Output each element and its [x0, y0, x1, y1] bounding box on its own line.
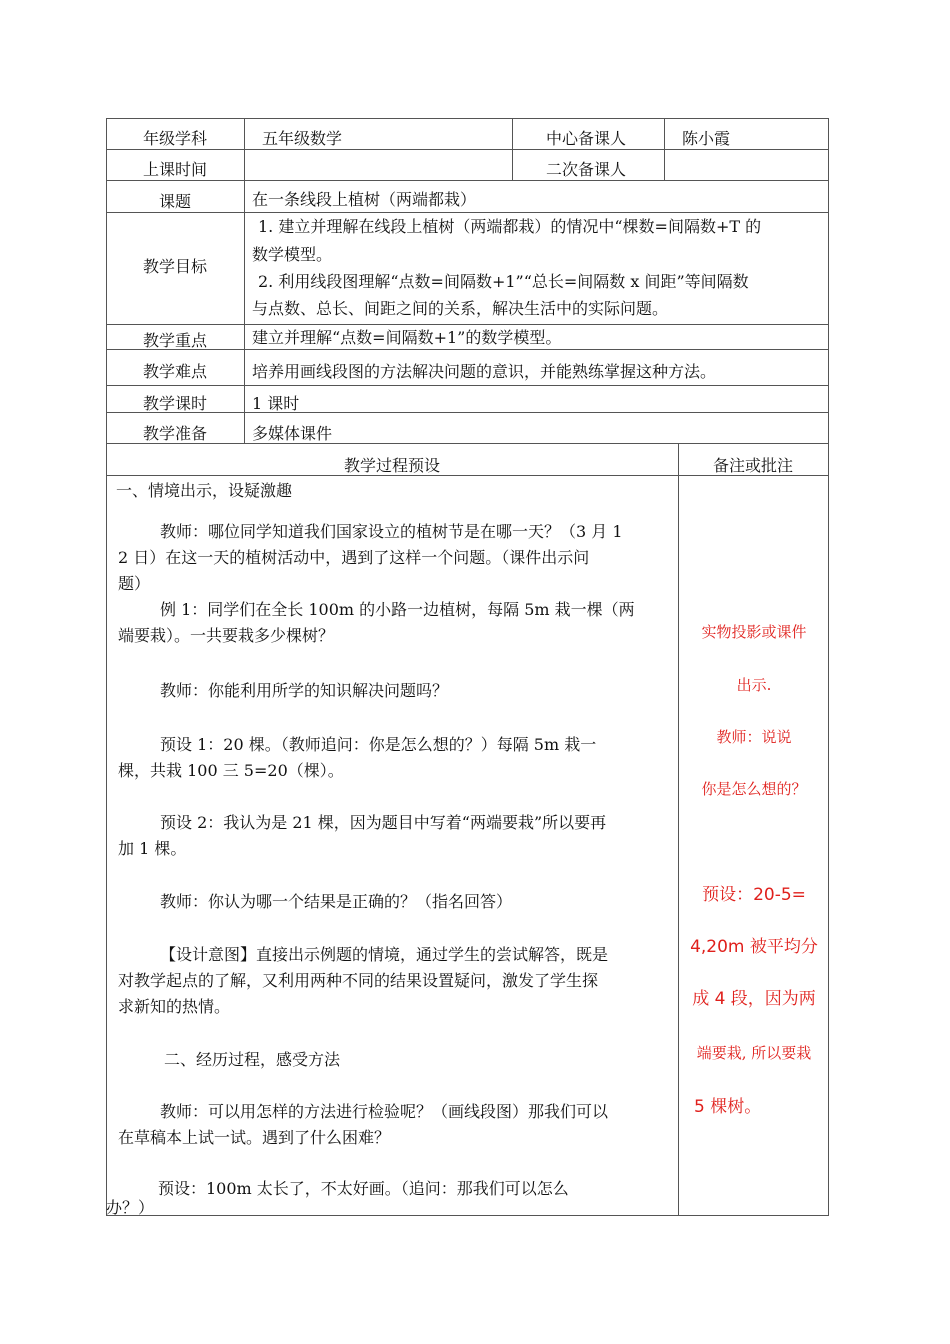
paragraph-line: 求新知的热情。 — [118, 997, 231, 1016]
goals-label: 教学目标 — [142, 257, 207, 276]
key-points-label: 教学重点 — [142, 331, 207, 350]
hours-value: 1 课时 — [252, 394, 300, 413]
table-rule — [664, 118, 665, 181]
table-rule — [106, 118, 829, 119]
annotation: 4,20m 被平均分 — [690, 937, 818, 957]
table-rule — [512, 118, 513, 181]
annotation: 实物投影或课件 — [701, 623, 807, 641]
prep-label: 教学准备 — [142, 424, 207, 443]
goals-line: 与点数、总长、间距之间的关系，解决生活中的实际问题。 — [252, 299, 669, 318]
table-rule — [106, 149, 829, 150]
section-heading: 一、情境出示，设疑激趣 — [116, 481, 293, 500]
prep-value: 多媒体课件 — [252, 424, 333, 443]
paragraph — [118, 732, 674, 784]
difficulty-value: 培养用画线段图的方法解决问题的意识，并能熟练掌握这种方法。 — [252, 362, 717, 381]
grade-subject-value: 五年级数学 — [262, 129, 343, 148]
paragraph-line: 教师：哪位同学知道我们国家设立的植树节是在哪一天？（3 月 1 — [160, 522, 623, 541]
goals-line: 1. 建立并理解在线段上植树（两端都栽）的情况中“棵数=间隔数+T 的 — [258, 217, 762, 236]
annotation: 教师：说说 — [716, 728, 792, 746]
section-heading: 二、经历过程，感受方法 — [164, 1050, 341, 1069]
table-rule — [106, 118, 107, 1216]
paragraph-line: 在草稿本上试一试。遇到了什么困难？ — [118, 1128, 391, 1147]
paragraph-line: 教师：你能利用所学的知识解决问题吗？ — [160, 681, 449, 700]
paragraph — [106, 1176, 662, 1202]
paragraph-line: 加 1 棵。 — [118, 839, 187, 858]
table-rule — [106, 212, 829, 213]
paragraph-line: 教师：你认为哪一个结果是正确的？（指名回答） — [160, 892, 513, 911]
table-rule — [678, 443, 679, 1216]
paragraph — [118, 597, 674, 649]
table-rule — [106, 324, 829, 325]
paragraph — [118, 1099, 674, 1151]
table-rule — [106, 1215, 829, 1216]
paragraph-line: 教师：可以用怎样的方法进行检验呢？（画线段图）那我们可以 — [160, 1102, 609, 1121]
paragraph — [118, 519, 674, 597]
goals-line: 2. 利用线段图理解“点数=间隔数+1”“总长=间隔数 x 间距”等间隔数 — [258, 272, 749, 291]
paragraph-line: 办？） — [106, 1198, 155, 1217]
paragraph-line: 【设计意图】直接出示例题的情境，通过学生的尝试解答，既是 — [160, 945, 609, 964]
notes-title: 备注或批注 — [712, 456, 793, 475]
paragraph-line: 对教学起点的了解，又利用两种不同的结果设置疑问，激发了学生探 — [118, 971, 599, 990]
annotation: 出示. — [736, 676, 772, 694]
annotation: 预设：20-5= — [702, 885, 806, 905]
table-rule — [244, 118, 245, 444]
paragraph — [118, 942, 674, 1020]
difficulty-label: 教学难点 — [142, 362, 207, 381]
class-time-label: 上课时间 — [142, 160, 207, 179]
center-preparer-label: 中心备课人 — [546, 129, 627, 148]
paragraph-line: 例 1：同学们在全长 100m 的小路一边植树，每隔 5m 栽一棵（两 — [160, 600, 635, 619]
process-title: 教学过程预设 — [343, 456, 440, 475]
annotation: 你是怎么想的？ — [701, 780, 807, 798]
table-rule — [106, 385, 829, 386]
paragraph — [118, 678, 674, 704]
key-points-value: 建立并理解“点数=间隔数+1”的数学模型。 — [252, 328, 562, 347]
annotation: 端要栽, 所以要栽 — [696, 1044, 812, 1062]
topic-label: 课题 — [158, 192, 191, 211]
paragraph-line: 端要栽）。一共要栽多少棵树？ — [118, 626, 335, 645]
center-preparer-value: 陈小霞 — [682, 129, 731, 148]
grade-subject-label: 年级学科 — [142, 129, 207, 148]
annotation: 5 棵树。 — [694, 1097, 762, 1117]
goals-line: 数学模型。 — [252, 245, 333, 264]
paragraph — [118, 889, 674, 915]
paragraph-line: 题） — [118, 574, 151, 593]
topic-value: 在一条线段上植树（两端都栽） — [252, 190, 477, 209]
paragraph-line: 2 日）在这一天的植树活动中，遇到了这样一个问题。（课件出示问 — [118, 548, 590, 567]
paragraph-line: 预设 2：我认为是 21 棵，因为题目中写着“两端要栽”所以要再 — [160, 813, 607, 832]
paragraph-line: 预设：100m 太长了，不太好画。（追问：那我们可以怎么 — [158, 1179, 569, 1198]
table-rule — [106, 180, 829, 181]
paragraph — [118, 810, 674, 862]
hours-label: 教学课时 — [142, 394, 207, 413]
paragraph-line: 棵，共栽 100 三 5=20（棵）。 — [118, 761, 344, 780]
table-rule — [828, 118, 829, 1216]
annotation: 成 4 段，因为两 — [692, 989, 816, 1009]
paragraph-line: 预设 1：20 棵。（教师追问：你是怎么想的？）每隔 5m 栽一 — [160, 735, 597, 754]
second-preparer-label: 二次备课人 — [546, 160, 627, 179]
